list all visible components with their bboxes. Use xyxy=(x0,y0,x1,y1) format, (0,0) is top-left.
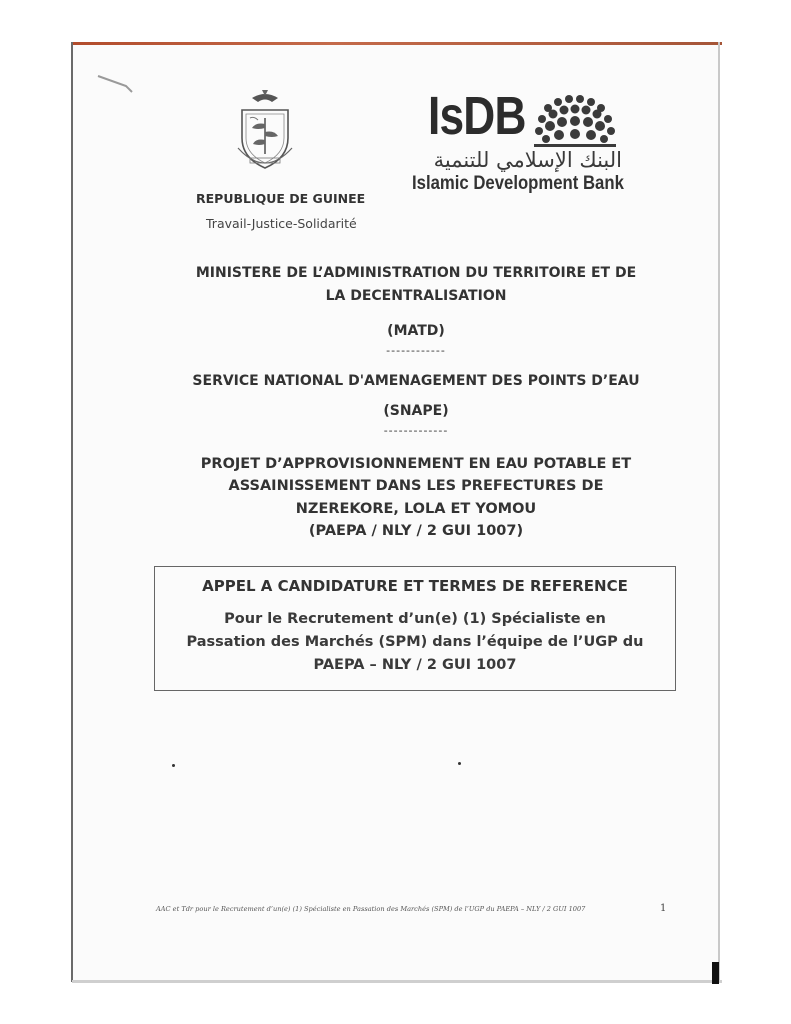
tor-subtitle-line3: PAEPA – NLY / 2 GUI 1007 xyxy=(313,657,517,673)
service-title: SERVICE NATIONAL D'AMENAGEMENT DES POINTS D’EAU xyxy=(192,373,640,389)
service-acronym: (SNAPE) xyxy=(383,403,449,419)
country-name: REPUBLIQUE DE GUINEE xyxy=(196,191,366,206)
page-left-edge xyxy=(71,42,73,982)
page-number: 1 xyxy=(660,903,667,914)
fold-mark xyxy=(96,72,136,96)
isdb-dome-logo xyxy=(530,92,620,152)
separator-1: ------------ xyxy=(386,344,446,357)
ministry-acronym: (MATD) xyxy=(387,323,445,339)
stray-dot xyxy=(172,764,175,767)
ministry-title-line2: LA DECENTRALISATION xyxy=(325,288,507,304)
tor-subtitle-line1: Pour le Recrutement d’un(e) (1) Spécialiste en xyxy=(224,611,606,627)
isdb-arabic-name: البنك الإسلامي للتنمية xyxy=(433,148,622,172)
isdb-logo-text: IsDB xyxy=(428,86,526,146)
ministry-title-line1: MINISTERE DE L’ADMINISTRATION DU TERRITOIRE ET DE xyxy=(195,265,637,281)
page-top-edge xyxy=(72,42,722,45)
separator-2: ------------- xyxy=(383,424,449,437)
tor-title: APPEL A CANDIDATURE ET TERMES DE REFERENCE xyxy=(202,577,628,595)
project-title-line2: ASSAINISSEMENT DANS LES PREFECTURES DE xyxy=(228,478,604,494)
terms-of-reference-box xyxy=(154,566,676,691)
scan-corner-mark xyxy=(712,962,719,984)
project-title-line1: PROJET D’APPROVISIONNEMENT EN EAU POTABLE ET xyxy=(200,456,632,472)
page-bottom-edge xyxy=(72,980,722,983)
country-motto: Travail-Justice-Solidarité xyxy=(206,216,357,231)
tor-subtitle-line2: Passation des Marchés (SPM) dans l’équipe de l’UGP du xyxy=(186,634,644,650)
isdb-english-name: Islamic Development Bank xyxy=(412,173,624,194)
project-title-line3: NZEREKORE, LOLA ET YOMOU xyxy=(295,501,537,517)
project-code: (PAEPA / NLY / 2 GUI 1007) xyxy=(308,523,524,539)
coat-of-arms-emblem xyxy=(232,88,298,174)
stray-dot xyxy=(458,762,461,765)
page-footer: AAC et Tdr pour le Recrutement d’un(e) (1) Spécialiste en Passation des Marchés (SPM) de l’UGP du PAEPA – NLY / 2 GUI 1007 xyxy=(156,905,586,913)
